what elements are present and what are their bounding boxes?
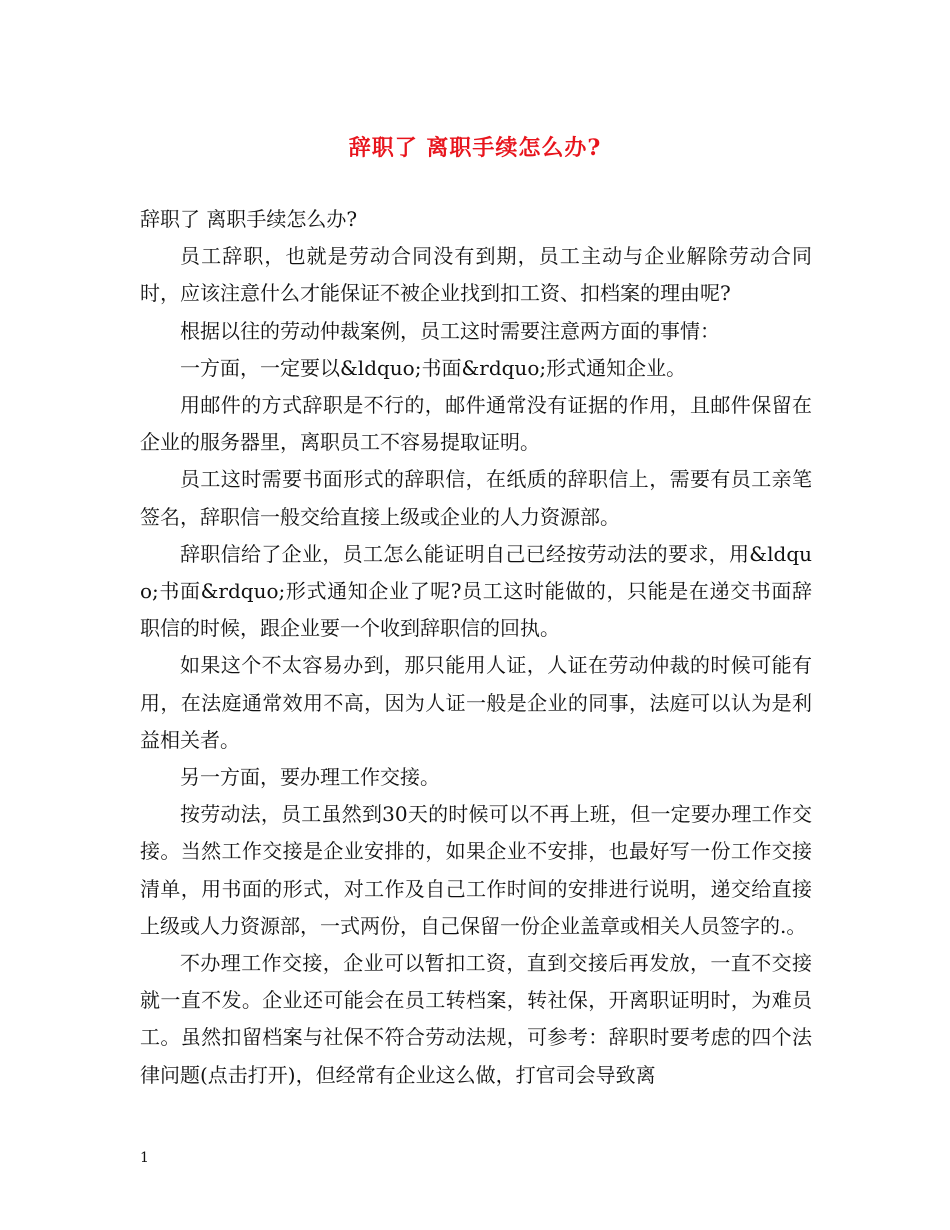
document-title: 辞职了 离职手续怎么办? [348,135,602,161]
body-paragraph: 辞职了 离职手续怎么办? [140,207,358,231]
body-paragraph: 用邮件的方式辞职是不行的，邮件通常没有证据的作用，且邮件保留在企业的服务器里，离职员工不容易提取证明。 [140,393,812,455]
body-paragraph: 一方面，一定要以&ldquo;书面&rdquo;形式通知企业。 [180,355,687,380]
body-paragraph: 如果这个不太容易办到，那只能用人证，人证在劳动仲裁的时候可能有用，在法庭通常效用不高，因为人证一般是企业的同事，法庭可以认为是利益相关者。 [140,653,812,752]
document-body [140,201,812,1094]
body-paragraph: 员工辞职，也就是劳动合同没有到期，员工主动与企业解除劳动合同时，应该注意什么才能保证不被企业找到扣工资、扣档案的理由呢? [140,244,812,306]
body-paragraph: 辞职信给了企业，员工怎么能证明自己已经按劳动法的要求，用&ldquo;书面&rdquo;形式通知企业了呢?员工这时能做的，只能是在递交书面辞职信的时候，跟企业要一个收到辞职信的回执。 [140,541,812,641]
body-paragraph: 员工这时需要书面形式的辞职信，在纸质的辞职信上，需要有员工亲笔签名，辞职信一般交给直接上级或企业的人力资源部。 [140,467,812,529]
body-paragraph: 另一方面，要办理工作交接。 [180,765,440,790]
body-paragraph: 不办理工作交接，企业可以暂扣工资，直到交接后再发放，一直不交接就一直不发。企业还可能会在员工转档案，转社保，开离职证明时，为难员工。虽然扣留档案与社保不符合劳动法规，可参考：辞职时要考虑的四个法律问题(点击打开)，但经常有企业这么做，打官司会导致离 [140,951,812,1087]
body-paragraph: 根据以往的劳动仲裁案例，员工这时需要注意两方面的事情： [180,318,720,343]
page-number: 1 [140,1150,149,1166]
body-paragraph: 按劳动法，员工虽然到30天的时候可以不再上班，但一定要办理工作交接。当然工作交接是企业安排的，如果企业不安排，也最好写一份工作交接清单，用书面的形式，对工作及自己工作时间的安排进行说明，递交给直接上级或人力资源部，一式两份，自己保留一份企业盖章或相关人员签字的.。 [140,802,812,938]
